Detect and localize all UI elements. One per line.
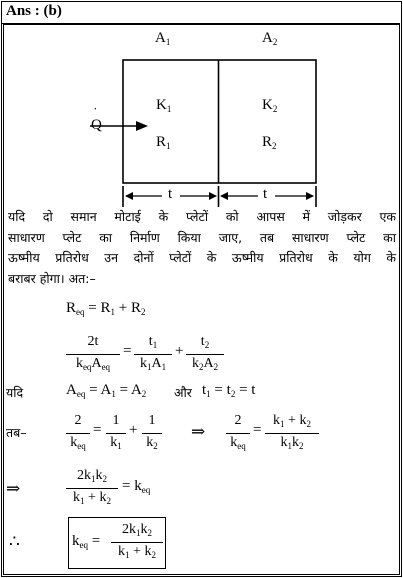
label-a2: $A_2$ — [262, 30, 278, 47]
therefore-symbol: ∴ — [9, 532, 20, 551]
fraction-2k1k2-over-sum: $2k_1k_2$ $k_1 + k_2$ — [111, 522, 163, 564]
equals-sign: = — [123, 343, 132, 359]
q-dot: ˙ — [93, 106, 98, 121]
slab-outline — [123, 60, 316, 183]
word-yadi: यदि — [6, 385, 24, 400]
plus-sign: + — [129, 422, 138, 438]
word-tab: तब– — [6, 425, 27, 440]
equation-equal-areas: $A_{eq} = A_1 = A_2$ — [66, 382, 147, 399]
fraction-2-over-keq: 2 $k_{eq}$ — [226, 413, 250, 455]
explanation-paragraph — [8, 207, 396, 289]
fraction-t1-over-k1a1: $t_1$ $k_1A_1$ — [134, 334, 172, 376]
paragraph-line: साधारण प्लेट का निर्माण किया जाए, तब साधारण प्लेट का — [8, 229, 396, 245]
fraction-2-over-keq: 2 $k_{eq}$ — [66, 413, 90, 455]
dim-arrowhead — [125, 192, 133, 200]
label-q: Q — [91, 117, 102, 133]
label-k2: $K_2$ — [262, 97, 278, 114]
paragraph-line: ऊष्मीय प्रतिरोध उन दोनों प्लेटों के ऊष्मीय प्रतिरोध के योग के — [8, 250, 396, 266]
equation-series-resistance: $R_{eq} = R_1 + R_2$ — [66, 300, 146, 317]
label-k1: $K_1$ — [156, 97, 172, 114]
fraction-k1k2-sum-over-product: $k_1 + k_2$ $k_1k_2$ — [265, 413, 319, 455]
fraction-1-over-k1: 1 $k_1$ — [106, 413, 126, 455]
equation-equal-thickness: $t_1 = t_2 = t$ — [202, 382, 256, 399]
equals-sign: = — [93, 422, 102, 438]
label-r1: $R_1$ — [156, 134, 171, 151]
heat-flow-arrowhead — [136, 121, 148, 131]
fraction-2k1k2-over-sum: $2k_1k_2$ $k_1 + k_2$ — [66, 468, 118, 510]
fraction-1-over-k2: 1 $k_2$ — [142, 413, 162, 455]
equals-sign: = — [253, 422, 262, 438]
plus-sign: + — [175, 343, 184, 359]
label-a1: $A_1$ — [155, 30, 171, 47]
keq-label: $k_{eq}$ = — [72, 533, 101, 550]
label-t1: t — [168, 186, 173, 202]
final-result-box — [68, 517, 166, 569]
label-t2: t — [263, 186, 268, 202]
slab-diagram — [0, 0, 403, 210]
equals-keq: = $k_{eq}$ — [122, 478, 151, 495]
word-aur: और — [174, 385, 192, 400]
dim-arrowhead — [209, 192, 217, 200]
fraction-t2-over-k2a2: $t_2$ $k_2A_2$ — [186, 334, 224, 376]
implies-arrow: ⇒ — [191, 422, 206, 441]
dim-arrowhead — [306, 192, 314, 200]
dim-arrowhead — [220, 192, 228, 200]
paragraph-line: बराबर होगा। अत:– — [8, 270, 96, 286]
label-r2: $R_2$ — [262, 134, 277, 151]
paragraph-line: यदि दो समान मोटाई के प्लेटों को आपस में जोड़कर एक — [8, 209, 396, 224]
implies-arrow: ⇒ — [6, 479, 21, 498]
answer-title: Ans : (b) — [6, 3, 62, 19]
fraction-2t-over-keqaeq: 2t $k_{eq}A_{eq}$ — [66, 334, 120, 376]
